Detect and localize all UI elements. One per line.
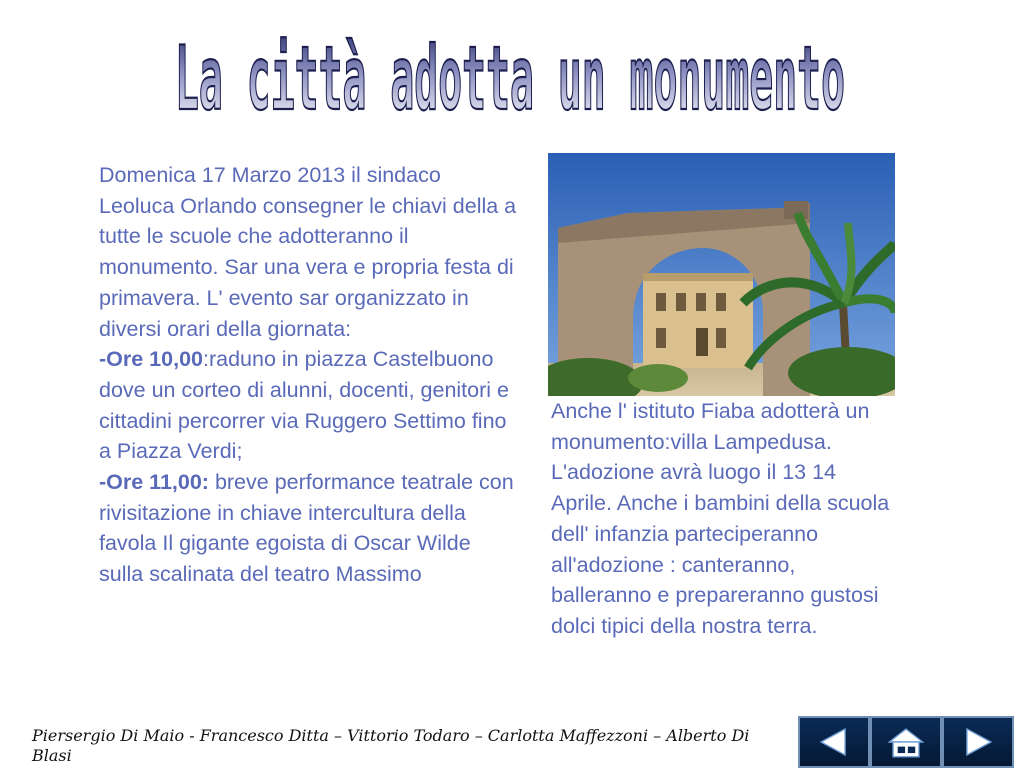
triangle-right-icon xyxy=(944,718,1012,766)
previous-slide-button[interactable] xyxy=(798,716,870,768)
slide-title xyxy=(160,6,860,126)
schedule-item-1 xyxy=(99,344,519,467)
title-wordart xyxy=(160,6,860,126)
event-intro: Domenica 17 Marzo 2013 il sindaco Leoluca Orlando consegner le chiavi della a tutte le scuole che adotteranno il monumento. Sar una vera e propria festa di primavera. L' evento sar organizzato in diversi orari della giornata: xyxy=(99,163,517,341)
fiaba-adoption-text xyxy=(551,396,901,642)
event-description xyxy=(99,160,519,590)
villa-photo xyxy=(548,153,895,396)
villa-arch-image xyxy=(548,153,895,396)
fiaba-paragraph: Anche l' istituto Fiaba adotterà un monumento:villa Lampedusa. L'adozione avrà luogo il 13 14 Aprile. Anche i bambini della scuola dell' infanzia parteciperanno all'adozione : canteranno, balleranno e prepareranno gustosi dolci tipici della nostra terra. xyxy=(551,399,890,638)
schedule-text-1: :raduno in piazza Castelbuono dove un corteo di alunni, docenti, genitori e cittadini percorrer via Ruggero Settimo fino a Piazza Verdi; xyxy=(99,347,509,464)
next-slide-button[interactable] xyxy=(942,716,1014,768)
home-button[interactable] xyxy=(870,716,942,768)
schedule-text-2: breve performance teatrale con rivisitazione in chiave intercultura della favola Il gigante egoista di Oscar Wilde sulla scalinata del teatro Massimo xyxy=(99,470,514,587)
schedule-time-1: -Ore 10,00 xyxy=(99,347,203,372)
schedule-item-2 xyxy=(99,467,519,590)
title-text: La città adotta un monumento xyxy=(175,27,845,126)
house-icon xyxy=(872,718,940,766)
author-credits: Piersergio Di Maio - Francesco Ditta – Vittorio Todaro – Carlotta Maffezzoni – Alberto Di Blasi xyxy=(32,726,750,765)
schedule-time-2: -Ore 11,00: xyxy=(99,470,209,495)
triangle-left-icon xyxy=(800,718,868,766)
